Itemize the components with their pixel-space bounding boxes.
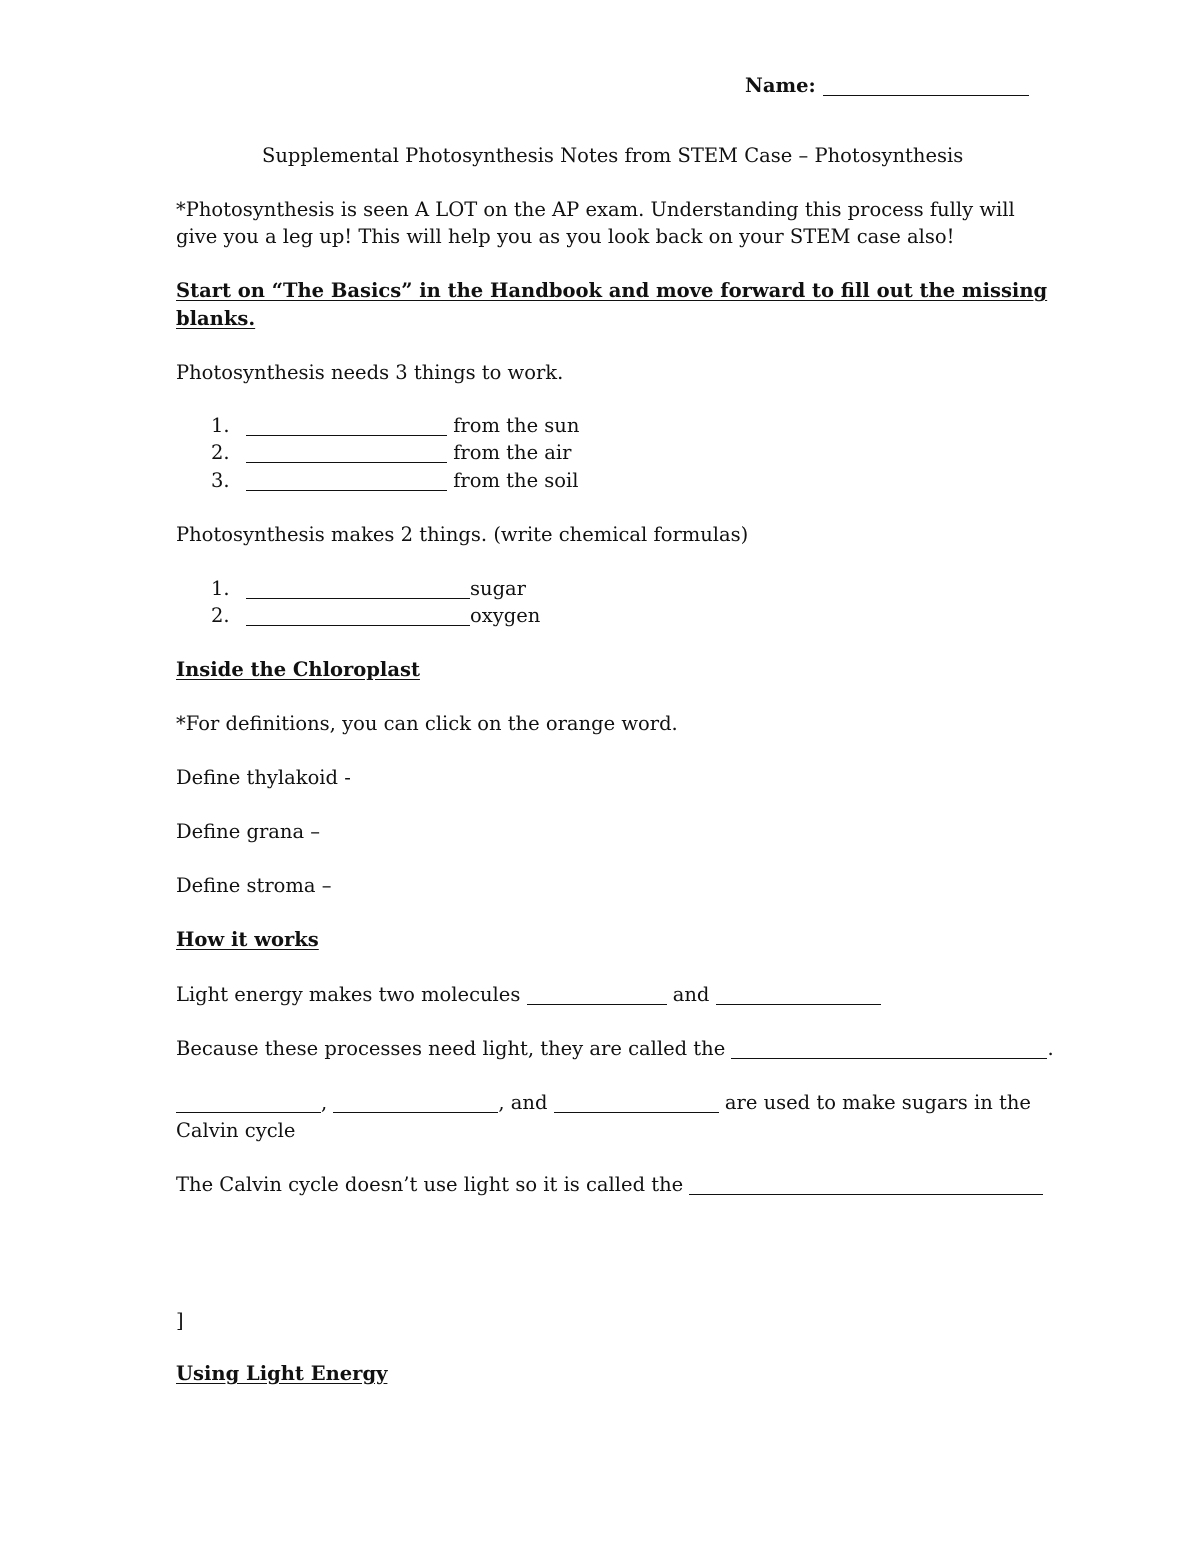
because-text: Because these processes need light, they are called the [176, 1037, 726, 1060]
list-number: 1. [211, 414, 230, 437]
list-number: 1. [211, 577, 230, 600]
period-text: . [1047, 1037, 1054, 1060]
define-thylakoid: Define thylakoid - [176, 766, 351, 789]
list-item-text: sugar [470, 577, 526, 600]
name-blank[interactable] [823, 73, 1029, 96]
answer-blank[interactable] [554, 1090, 719, 1113]
and-text: and [672, 983, 710, 1006]
answer-blank[interactable] [689, 1172, 1043, 1195]
calvin-inputs-line [176, 1089, 1031, 1117]
chloroplast-heading: Inside the Chloroplast [176, 658, 420, 681]
list-item-text: from the sun [453, 414, 580, 437]
page-title: Supplemental Photosynthesis Notes from STEM Case – Photosynthesis [262, 144, 964, 167]
define-grana: Define grana – [176, 820, 321, 843]
light-energy-line [176, 981, 881, 1009]
intro-line-1: *Photosynthesis is seen A LOT on the AP exam. Understanding this process fully will [176, 198, 1015, 221]
answer-blank[interactable] [333, 1090, 498, 1113]
and-text: , and [498, 1091, 548, 1114]
answer-blank[interactable] [246, 603, 470, 626]
answer-blank[interactable] [246, 576, 470, 599]
answer-blank[interactable] [731, 1036, 1047, 1059]
define-stroma: Define stroma – [176, 874, 332, 897]
answer-blank[interactable] [176, 1090, 321, 1113]
how-it-works-heading: How it works [176, 928, 319, 951]
list-item-text: from the air [453, 441, 572, 464]
calvin-dark-text: The Calvin cycle doesn’t use light so it is called the [176, 1173, 684, 1196]
definitions-note: *For definitions, you can click on the orange word. [176, 712, 678, 735]
answer-blank[interactable] [716, 982, 881, 1005]
light-energy-text: Light energy makes two molecules [176, 983, 521, 1006]
answer-blank[interactable] [246, 468, 447, 491]
light-reactions-line [176, 1035, 1054, 1063]
instruction-line-1: Start on “The Basics” in the Handbook and move forward to fill out the missing [176, 279, 1048, 302]
list-number: 2. [211, 604, 230, 627]
list-item-text: from the soil [453, 469, 579, 492]
stray-bracket: ] [176, 1309, 184, 1332]
name-label: Name: [745, 74, 816, 97]
calvin-dark-line [176, 1171, 1043, 1199]
list-item-text: oxygen [470, 604, 541, 627]
answer-blank[interactable] [246, 413, 447, 436]
answer-blank[interactable] [527, 982, 667, 1005]
makes-prompt: Photosynthesis makes 2 things. (write chemical formulas) [176, 523, 749, 546]
list-number: 3. [211, 469, 230, 492]
comma-text: , [321, 1091, 328, 1114]
instruction-line-2: blanks. [176, 307, 256, 330]
using-light-energy-heading: Using Light Energy [176, 1362, 388, 1385]
calvin-cycle-text: Calvin cycle [176, 1119, 296, 1142]
needs-prompt: Photosynthesis needs 3 things to work. [176, 361, 564, 384]
answer-blank[interactable] [246, 440, 447, 463]
list-number: 2. [211, 441, 230, 464]
used-to-text: are used to make sugars in the [724, 1091, 1031, 1114]
name-field [745, 72, 1029, 100]
intro-line-2: give you a leg up! This will help you as you look back on your STEM case also! [176, 225, 955, 248]
